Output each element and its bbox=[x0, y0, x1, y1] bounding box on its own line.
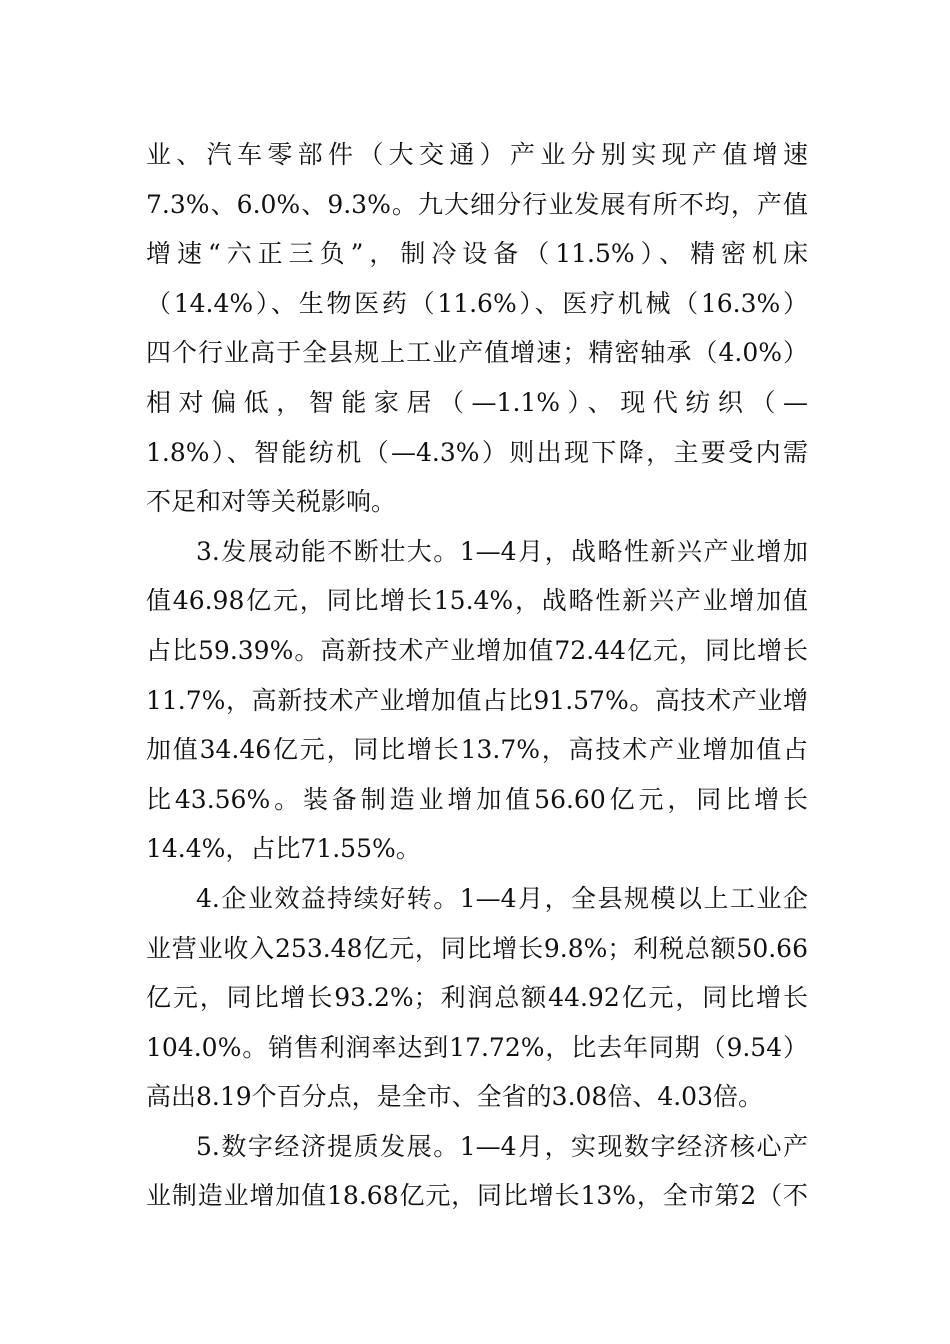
text-line: 值46.98亿元，同比增长15.4%，战略性新兴产业增加值 bbox=[146, 586, 808, 616]
text-line: 不足和对等关税影响。 bbox=[146, 487, 397, 517]
text-line: 增速“六正三负”，制冷设备（11.5%）、精密机床 bbox=[146, 239, 808, 269]
body-text bbox=[146, 130, 808, 1221]
text-line: 业制造业增加值18.68亿元，同比增长13%，全市第2（不 bbox=[146, 1181, 808, 1211]
paragraph-heading-line: 5.数字经济提质发展。1—4月，实现数字经济核心产 bbox=[196, 1131, 808, 1161]
text-line: 11.7%，高新技术产业增加值占比91.57%。高技术产业增 bbox=[146, 685, 808, 715]
text-line: 加值34.46亿元，同比增长13.7%，高技术产业增加值占 bbox=[146, 735, 808, 765]
text-line: 亿元，同比增长93.2%；利润总额44.92亿元，同比增长 bbox=[146, 983, 808, 1013]
text-line: 14.4%，占比71.55%。 bbox=[146, 834, 421, 864]
text-line: 占比59.39%。高新技术产业增加值72.44亿元，同比增长 bbox=[146, 635, 808, 665]
text-line: 相对偏低，智能家居（—1.1%）、现代纺织（— bbox=[146, 387, 808, 417]
text-line: 业营业收入253.48亿元，同比增长9.8%；利税总额50.66 bbox=[146, 933, 808, 963]
paragraph-heading-line: 4.企业效益持续好转。1—4月，全县规模以上工业企 bbox=[196, 883, 808, 913]
text-line: 7.3%、6.0%、9.3%。九大细分行业发展有所不均，产值 bbox=[146, 189, 808, 219]
text-line: 业、汽车零部件（大交通）产业分别实现产值增速 bbox=[146, 140, 808, 169]
text-line: 四个行业高于全县规上工业产值增速；精密轴承（4.0%） bbox=[146, 338, 808, 368]
text-line: 104.0%。销售利润率达到17.72%，比去年同期（9.54） bbox=[146, 1032, 808, 1062]
text-line: 高出8.19个百分点，是全市、全省的3.08倍、4.03倍。 bbox=[146, 1082, 763, 1112]
text-line: （14.4%）、生物医药（11.6%）、医疗机械（16.3%） bbox=[146, 288, 808, 318]
paragraph-heading-line: 3.发展动能不断壮大。1—4月，战略性新兴产业增加 bbox=[196, 536, 808, 566]
text-line: 1.8%）、智能纺机（—4.3%）则出现下降，主要受内需 bbox=[146, 437, 808, 467]
text-line: 比43.56%。装备制造业增加值56.60亿元，同比增长 bbox=[146, 784, 808, 814]
